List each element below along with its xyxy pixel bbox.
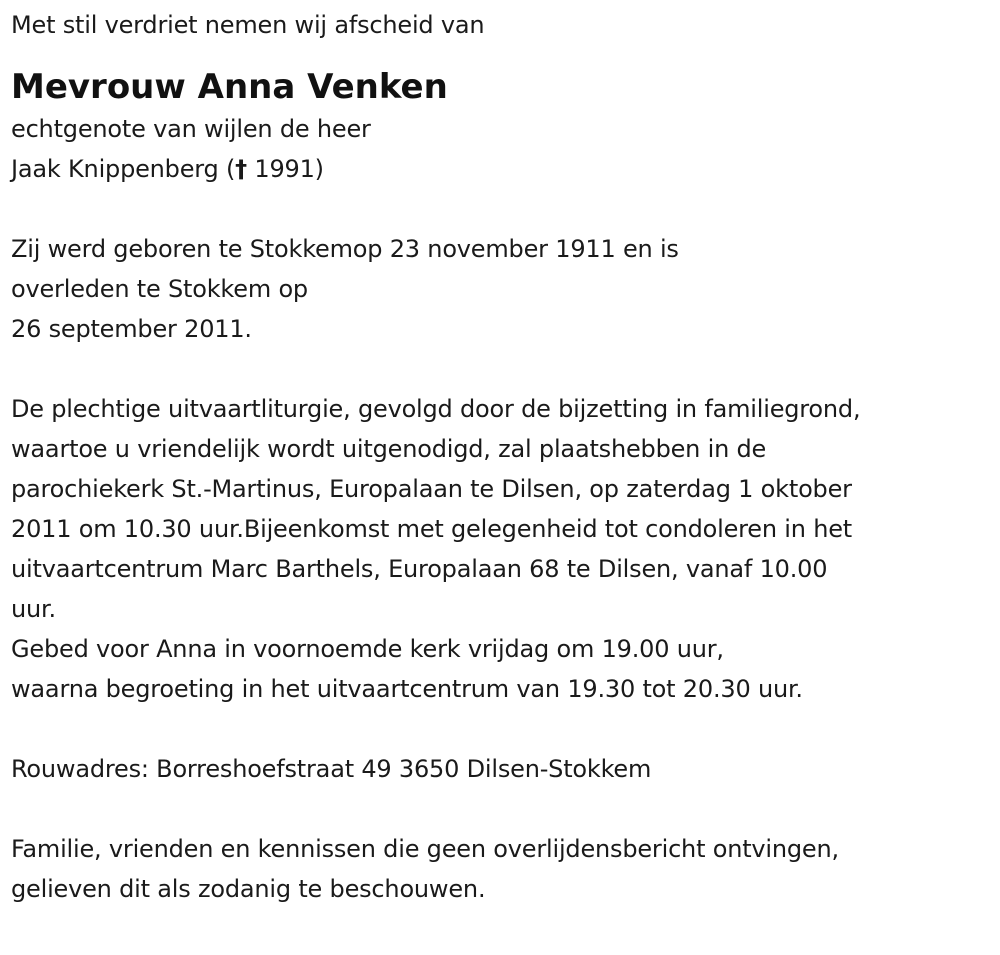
intro-text: Met stil verdriet nemen wij afscheid van — [11, 11, 485, 39]
spacer — [11, 189, 1000, 229]
obituary-notice — [0, 5, 1000, 955]
ceremony-line: Gebed voor Anna in voornoemde kerk vrijdag om 19.00 uur, — [11, 635, 724, 663]
mourning-address: Rouwadres: Borreshoefstraat 49 3650 Dilsen-Stokkem — [11, 755, 652, 783]
ceremony-line: waarna begroeting in het uitvaartcentrum van 19.30 tot 20.30 uur. — [11, 675, 803, 703]
ceremony-line: uur. — [11, 595, 56, 623]
spouse-line: echtgenote van wijlen de heer — [11, 115, 371, 143]
spacer — [11, 349, 1000, 389]
ceremony-line: parochiekerk St.-Martinus, Europalaan te Dilsen, op zaterdag 1 oktober — [11, 475, 852, 503]
ceremony-paragraph — [11, 389, 1000, 709]
ceremony-line: 2011 om 10.30 uur.Bijeenkomst met gelegenheid tot condoleren in het — [11, 515, 852, 543]
spacer — [11, 789, 1000, 829]
birth-line-2: overleden te Stokkem op — [11, 275, 308, 303]
birth-line-3: 26 september 2011. — [11, 315, 252, 343]
ceremony-line: uitvaartcentrum Marc Barthels, Europalaan 68 te Dilsen, vanaf 10.00 — [11, 555, 828, 583]
birth-line-1: Zij werd geboren te Stokkemop 23 november 1911 en is — [11, 235, 679, 263]
spouse-name: Jaak Knippenberg ( — [11, 155, 236, 183]
ceremony-line: waartoe u vriendelijk wordt uitgenodigd, zal plaatshebben in de — [11, 435, 767, 463]
cross-icon: † — [235, 155, 247, 183]
spouse-name-line — [11, 149, 1000, 189]
spacer — [11, 709, 1000, 749]
closing-line-2: gelieven dit als zodanig te beschouwen. — [11, 875, 486, 903]
closing-line-1: Familie, vrienden en kennissen die geen overlijdensbericht ontvingen, — [11, 835, 839, 863]
deceased-name: Mevrouw Anna Venken — [11, 67, 448, 107]
spouse-death-year: 1991) — [246, 155, 324, 183]
ceremony-line: De plechtige uitvaartliturgie, gevolgd door de bijzetting in familiegrond, — [11, 395, 861, 423]
